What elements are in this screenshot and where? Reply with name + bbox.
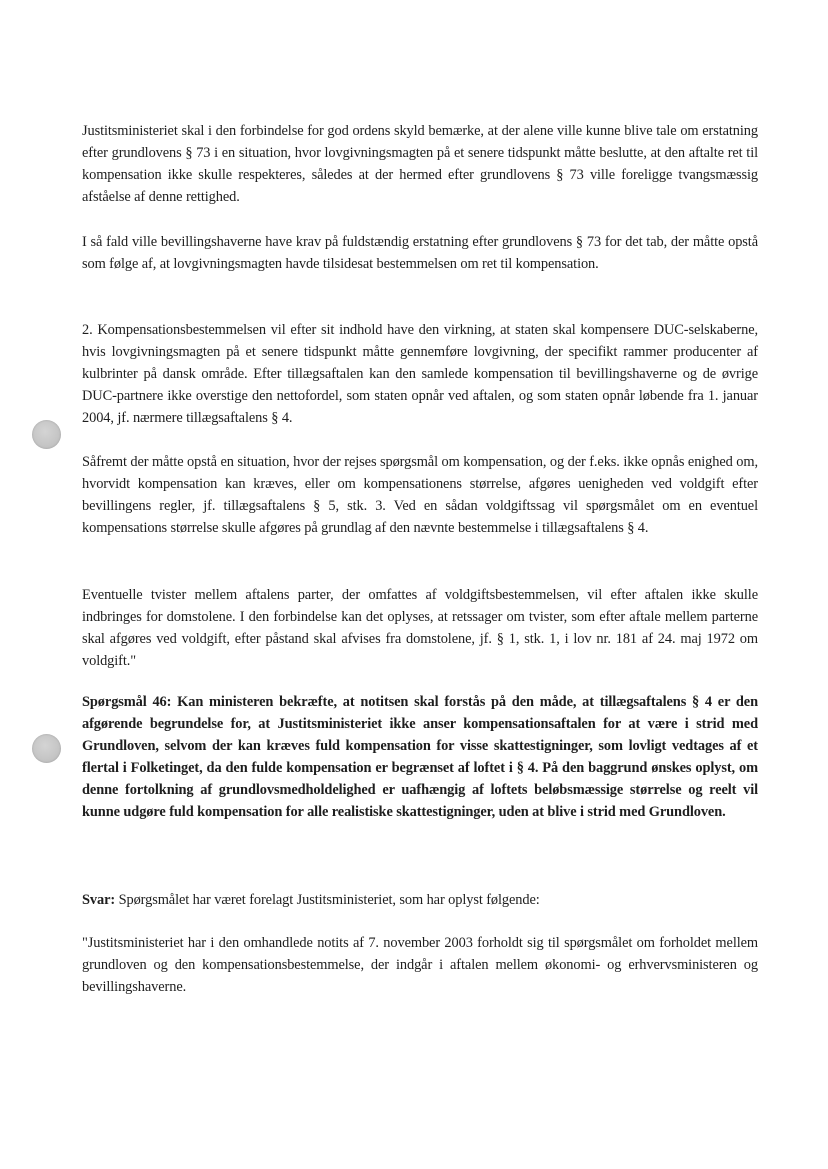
paragraph-ministry-quote: "Justitsministeriet har i den omhandlede notits af 7. november 2003 forholdt sig til spørgsmålet om forholdet mellem grundloven og den kompensationsbestemmelse, der indgår i aftalen mellem økonomi- og erhvervsministeren og bevillingshaverne. [82, 935, 758, 995]
paragraph-arbitration: Såfremt der måtte opstå en situation, hvor der rejses spørgsmål om kompensation, og der f.eks. ikke opnås enighed om, hvorvidt kompensation kan kræves, eller om kompensationens størrelse, afgøres uenigheden ved voldgift efter bevillingens regler, jf. tillægsaftalens § 5, stk. 3. Ved en sådan voldgiftssag vil spørgsmålet om en eventuel kompensations størrelse skulle afgøres på grundlag af den nævnte bestemmelse i tillægsaftalens § 4. [82, 454, 758, 536]
answer-text: Spørgsmålet har været forelagt Justitsministeriet, som har oplyst følgende: [115, 892, 540, 908]
paragraph-section-2: 2. Kompensationsbestemmelsen vil efter sit indhold have den virkning, at staten skal kompensere DUC-selskaberne, hvis lovgivningsmagten på et senere tidspunkt måtte gennemføre lovgivning, der specifikt rammer producenter af kulbrinter på dansk område. Efter tillægsaftalen kan den samlede kompensation til bevillingshaverne og de øvrige DUC-partnere ikke overstige den nettofordel, som staten opnår ved aftalen, og som staten opnår løbende fra 1. januar 2004, jf. nærmere tillægsaftalens § 4. [82, 322, 758, 426]
paragraph-disputes: Eventuelle tvister mellem aftalens parter, der omfattes af voldgiftsbestemmelsen, vil efter aftalen ikke skulle indbringes for domstolene. I den forbindelse kan det oplyses, at retssager om tvister, som efter aftale mellem parterne skal afgøres ved voldgift, efter påstand skal afvises fra domstolene, jf. § 1, stk. 1, i lov nr. 181 af 24. maj 1972 om voldgift." [82, 587, 758, 669]
paragraph-compensation-note: Justitsministeriet skal i den forbindelse for god ordens skyld bemærke, at der alene ville kunne blive tale om erstatning efter grundlovens § 73 i en situation, hvor lovgivningsmagten på et senere tidspunkt måtte beslutte, at den aftalte ret til kompensation ikke skulle respekteres, således at der hermed efter grundlovens § 73 ville foreligge tvangsmæssig afståelse af denne rettighed. [82, 123, 758, 205]
punch-hole-icon [32, 734, 61, 763]
question-46: Spørgsmål 46: Kan ministeren bekræfte, at notitsen skal forstås på den måde, at tillægsaftalens § 4 er den afgørende begrundelse for, at Justitsministeriet ikke anser kompensationsaftalen for at være i strid med Grundloven, selvom der kan kræves fuld kompensation for visse skattestigninger, som lovligt vedtages af et flertal i Folketinget, da den fulde kompensation er begrænset af loftet i § 4. På den baggrund ønskes oplyst, om denne fortolkning af grundlovsmedholdelighed er uafhængig af loftets beløbsmæssige størrelse og reelt vil kunne udgøre fuld kompensation for alle realistiske skattestigninger, uden at blive i strid med Grundloven. [82, 694, 758, 820]
answer-label: Svar: [82, 892, 116, 908]
punch-hole-icon [32, 420, 61, 449]
answer-paragraph [82, 889, 758, 911]
paragraph-full-compensation: I så fald ville bevillingshaverne have krav på fuldstændig erstatning efter grundlovens § 73 for det tab, der måtte opstå som følge af, at lovgivningsmagten havde tilsidesat bestemmelsen om ret til kompensation. [82, 234, 758, 272]
